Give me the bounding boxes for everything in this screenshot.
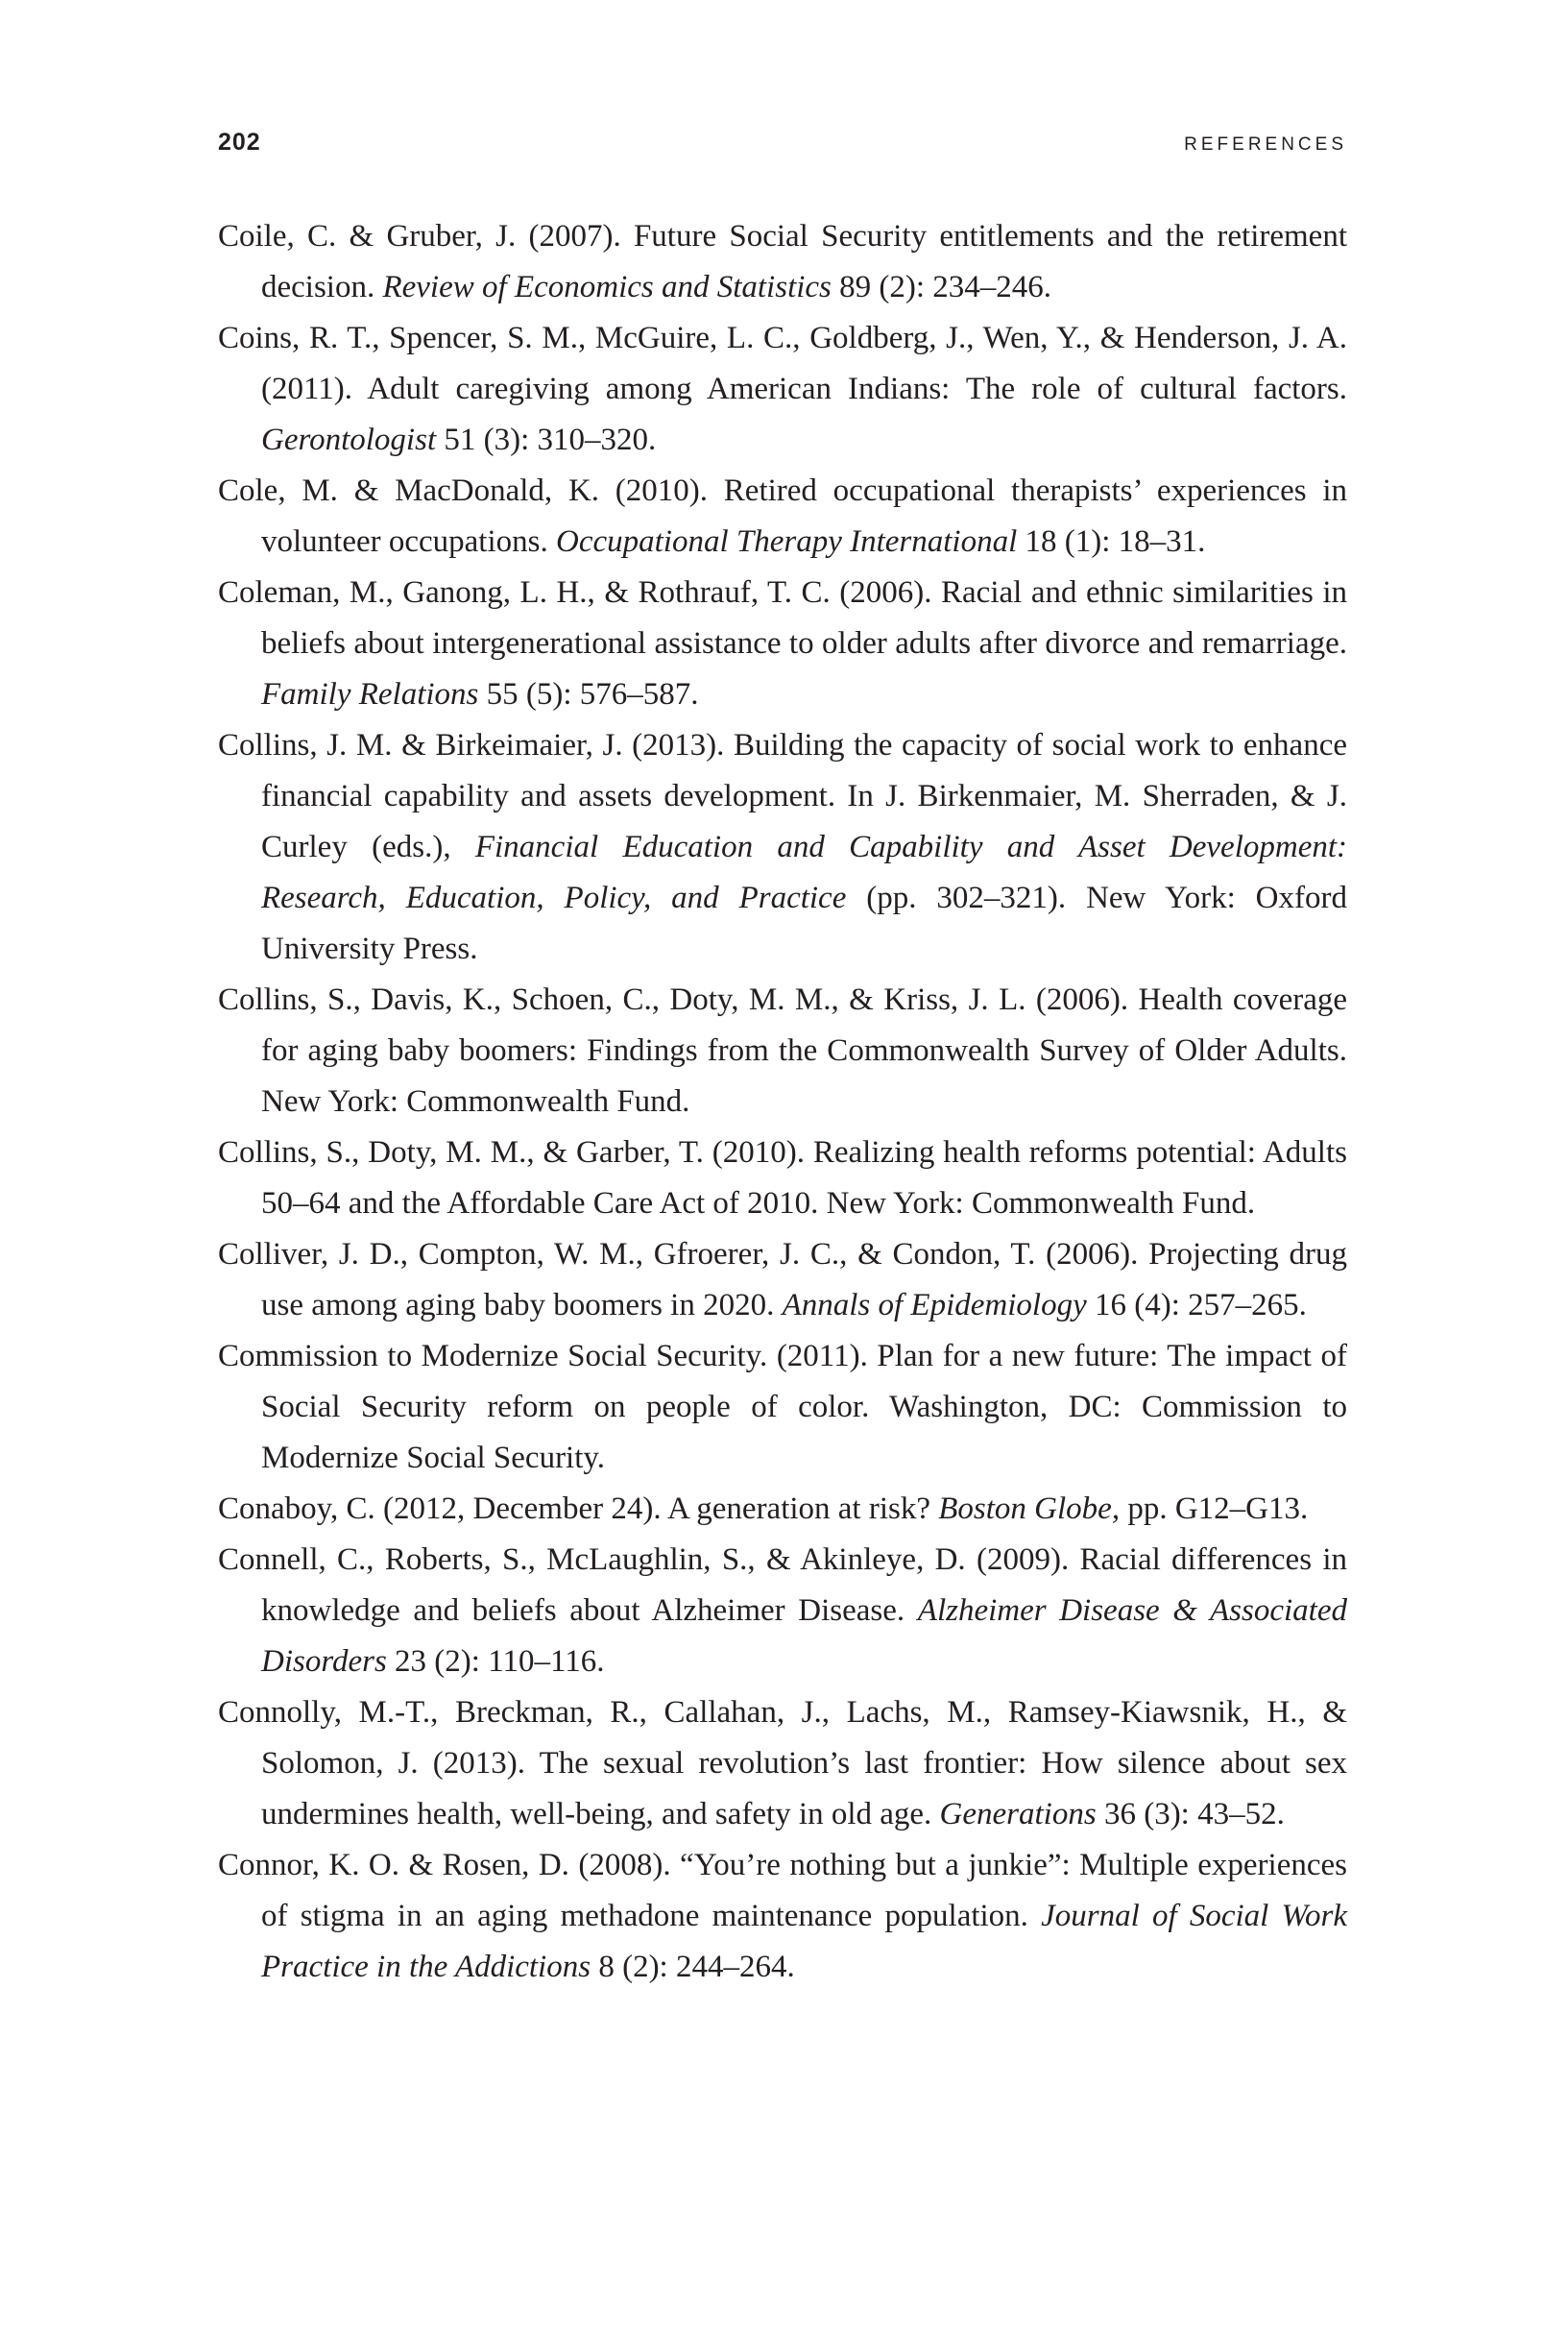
page-number: 202 [218, 129, 261, 156]
reference-citation-details: 23 (2): 110–116. [386, 1644, 605, 1679]
reference-entry [218, 1840, 1347, 1993]
reference-source-title: Financial Education and Capability and Asset Development: Research, Education, Policy, and Practice [261, 830, 1347, 915]
reference-entry [218, 1687, 1347, 1840]
reference-source-title: Annals of Epidemiology [782, 1288, 1087, 1322]
reference-citation-details: 36 (3): 43–52. [1096, 1797, 1285, 1831]
reference-text: Collins, S., Doty, M. M., & Garber, T. (2010). Realizing health reforms potential: Adults 50–64 and the Affordable Care Act of 2010. New York: Commonwealth Fund. [218, 1135, 1347, 1221]
reference-citation-details: 18 (1): 18–31. [1017, 524, 1206, 559]
reference-text: Colliver, J. D., Compton, W. M., Gfroerer, J. C., & Condon, T. (2006). Projecting drug use among aging baby boomers in 2020. [218, 1237, 1347, 1322]
reference-entry [218, 975, 1347, 1128]
reference-source-title: Boston Globe, [938, 1491, 1121, 1526]
reference-text: Coins, R. T., Spencer, S. M., McGuire, L. C., Goldberg, J., Wen, Y., & Henderson, J. A. (2011). Adult caregiving among American Indians: The role of cultural factors. [218, 321, 1347, 406]
reference-entry [218, 1229, 1347, 1331]
running-head [218, 129, 1347, 157]
reference-entry [218, 211, 1347, 313]
reference-source-title: Family Relations [261, 677, 479, 712]
reference-text: Coile, C. & Gruber, J. (2007). Future Social Security entitlements and the retirement decision. [218, 219, 1347, 304]
reference-list [218, 211, 1347, 1993]
reference-entry [218, 313, 1347, 466]
reference-citation-details: 55 (5): 576–587. [478, 677, 699, 712]
reference-text: Cole, M. & MacDonald, K. (2010). Retired occupational therapists’ experiences in volunteer occupations. [218, 473, 1347, 559]
reference-text: Coleman, M., Ganong, L. H., & Rothrauf, T. C. (2006). Racial and ethnic similarities in beliefs about intergenerational assistance to older adults after divorce and remarriage. [218, 575, 1347, 661]
reference-citation-details: (pp. 302–321). New York: Oxford University Press. [261, 881, 1347, 966]
reference-source-title: Gerontologist [261, 423, 437, 457]
reference-text: Collins, S., Davis, K., Schoen, C., Doty, M. M., & Kriss, J. L. (2006). Health coverage for aging baby boomers: Findings from the Commonwealth Survey of Older Adults. New York: Commonwealth Fund. [218, 982, 1347, 1119]
reference-citation-details: pp. G12–G13. [1120, 1491, 1309, 1526]
reference-text: Collins, J. M. & Birkeimaier, J. (2013). Building the capacity of social work to enhance financial capability and assets development. In J. Birkenmaier, M. Sherraden, & J. Curley (eds.), [218, 728, 1347, 864]
reference-text: Conaboy, C. (2012, December 24). A generation at risk? [218, 1491, 939, 1526]
reference-entry [218, 1535, 1347, 1687]
reference-text: Connolly, M.-T., Breckman, R., Callahan, J., Lachs, M., Ramsey-Kiawsnik, H., & Solomon, J. (2013). The sexual revolution’s last frontier: How silence about sex undermines health, well-being, and safety in old age. [218, 1695, 1347, 1831]
reference-text: Commission to Modernize Social Security. (2011). Plan for a new future: The impact of Social Security reform on people of color. Washington, DC: Commission to Modernize Social Security. [218, 1339, 1347, 1475]
reference-source-title: Journal of Social Work Practice in the Addictions [261, 1899, 1347, 1984]
reference-text: Connor, K. O. & Rosen, D. (2008). “You’re nothing but a junkie”: Multiple experiences of stigma in an aging methadone maintenance population. [218, 1848, 1347, 1933]
reference-entry [218, 1128, 1347, 1229]
reference-citation-details: 16 (4): 257–265. [1086, 1288, 1307, 1322]
reference-citation-details: 51 (3): 310–320. [436, 423, 657, 457]
reference-entry [218, 720, 1347, 975]
reference-text: Connell, C., Roberts, S., McLaughlin, S., & Akinleye, D. (2009). Racial differences in knowledge and beliefs about Alzheimer Disease. [218, 1542, 1347, 1628]
reference-entry [218, 1484, 1347, 1535]
reference-entry [218, 466, 1347, 568]
reference-entry [218, 568, 1347, 720]
reference-source-title: Alzheimer Disease & Associated Disorders [261, 1593, 1347, 1679]
reference-citation-details: 8 (2): 244–264. [591, 1950, 795, 1984]
reference-source-title: Occupational Therapy International [556, 524, 1018, 559]
reference-source-title: Generations [939, 1797, 1097, 1831]
section-title: REFERENCES [1184, 134, 1347, 155]
reference-citation-details: 89 (2): 234–246. [831, 270, 1052, 304]
reference-source-title: Review of Economics and Statistics [382, 270, 832, 304]
reference-entry [218, 1331, 1347, 1484]
